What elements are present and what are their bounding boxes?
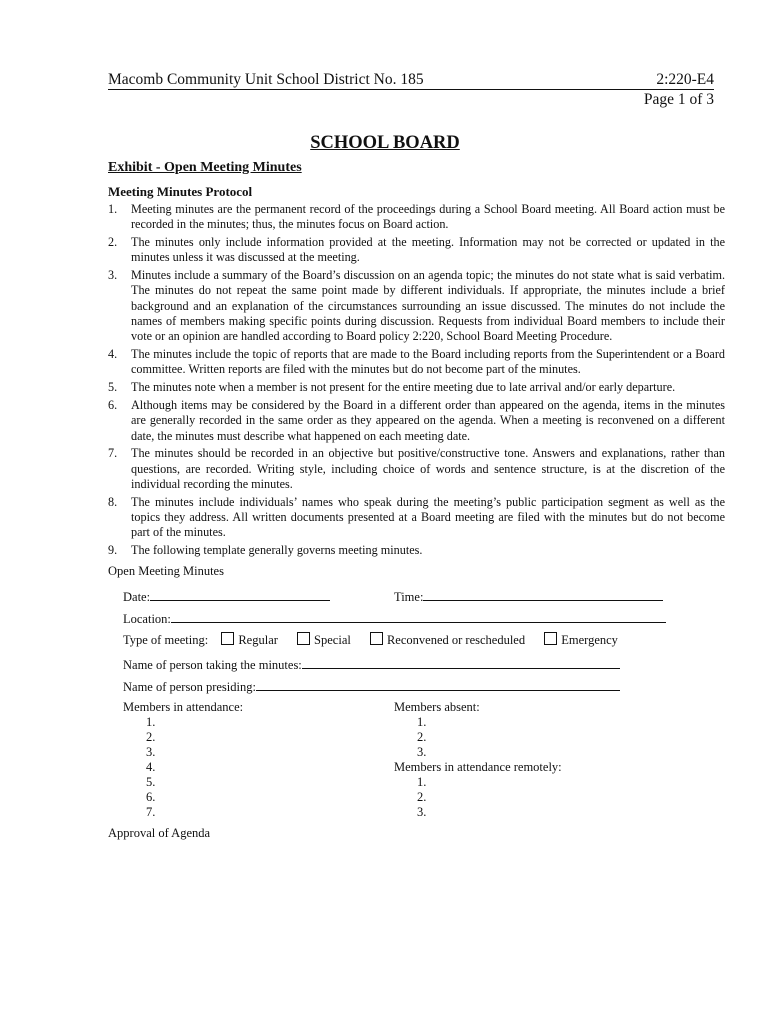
item-text: The following template generally governs meeting minutes.: [131, 543, 423, 558]
special-checkbox[interactable]: [297, 632, 310, 645]
item-text: Meeting minutes are the permanent record of the proceedings during a School Board meeting. All Board action must be recorded in the minutes; thus, the minutes focus on Board action.: [131, 202, 725, 232]
location-field[interactable]: [171, 610, 666, 623]
minutes-taker-row: [123, 656, 620, 673]
item-text: The minutes only include information provided at the meeting. Information may not be corrected or updated in the minutes unless it was discussed at the meeting.: [131, 235, 725, 265]
special-option[interactable]: [297, 632, 351, 648]
meeting-type-row: [123, 632, 634, 648]
list-item: [108, 235, 725, 266]
presiding-row: [123, 678, 620, 695]
regular-option[interactable]: [221, 632, 278, 648]
attendance-label: Members in attendance:: [123, 700, 244, 714]
time-row: [394, 588, 663, 605]
emergency-option[interactable]: [544, 632, 618, 648]
attendance-number: 1.: [146, 715, 156, 729]
reconvened-checkbox[interactable]: [370, 632, 383, 645]
protocol-heading: Meeting Minutes Protocol: [108, 184, 253, 199]
remote-number: 2.: [417, 790, 427, 804]
date-row: [123, 588, 330, 605]
list-item: [108, 543, 725, 558]
item-number: 2.: [108, 235, 118, 250]
exhibit-title: Exhibit - Open Meeting Minutes: [108, 160, 302, 175]
page-number: Page 1 of 3: [643, 91, 714, 108]
item-number: 6.: [108, 398, 118, 413]
regular-label: Regular: [238, 633, 278, 647]
item-number: 4.: [108, 347, 118, 362]
list-item: [108, 202, 725, 233]
item-number: 1.: [108, 202, 118, 216]
protocol-list: [108, 202, 725, 561]
attendance-number: 3.: [146, 745, 156, 759]
item-text: The minutes should be recorded in an objective but positive/constructive tone. Answers and explanations, rather than questions, are recorded. Writing style, including choice of words and sentence structure, is at the discretion of the individual recording the minutes.: [131, 446, 725, 492]
minutes-taker-label: Name of person taking the minutes:: [123, 658, 302, 672]
meeting-type-label: Type of meeting:: [123, 633, 209, 647]
attendance-column: [123, 700, 243, 820]
list-item: [108, 495, 725, 541]
item-text: Minutes include a summary of the Board’s discussion on an agenda topic; the minutes do not state what is said verbatim. The minutes do not repeat the same point made by different individuals. If appropriate, the minutes include a brief background and an explanation of the circumstances surrounding an issue discussed. The minutes do not include the names of members making specific points during discussion. Requests from individual Board members to include their vote or an opinion are handled according to Board policy 2:220, School Board Meeting Procedure.: [131, 268, 725, 344]
remote-number: 3.: [417, 805, 427, 819]
list-item: [108, 268, 725, 344]
regular-checkbox[interactable]: [221, 632, 234, 645]
remote-number: 1.: [417, 775, 427, 789]
absent-column: [394, 700, 562, 820]
presiding-label: Name of person presiding:: [123, 680, 256, 694]
item-number: 5.: [108, 380, 118, 395]
form-title: Open Meeting Minutes: [108, 564, 224, 578]
reconvened-option[interactable]: [370, 632, 525, 648]
absent-label: Members absent:: [394, 700, 480, 714]
absent-number: 3.: [417, 745, 427, 759]
absent-number: 2.: [417, 730, 427, 744]
list-item: [108, 380, 725, 395]
special-label: Special: [314, 633, 351, 647]
remote-label: Members in attendance remotely:: [394, 760, 562, 774]
item-number: 3.: [108, 268, 118, 283]
date-label: Date:: [123, 590, 151, 604]
time-field[interactable]: [423, 588, 663, 601]
list-item: [108, 446, 725, 492]
location-label: Location:: [123, 612, 171, 626]
absent-number: 1.: [417, 715, 427, 729]
attendance-number: 6.: [146, 790, 156, 804]
document-header: [108, 71, 714, 109]
list-item: [108, 347, 725, 378]
attendance-number: 7.: [146, 805, 156, 819]
item-text: Although items may be considered by the Board in a different order than appeared on the agenda, items in the minutes are generally recorded in the same order as they appeared on the agenda. When a meeting is reconvened on a different date, the minutes must describe what happened on each meeting date.: [131, 398, 725, 443]
reconvened-label: Reconvened or rescheduled: [386, 633, 526, 647]
emergency-label: Emergency: [561, 633, 618, 647]
item-number: 7.: [108, 446, 118, 461]
presiding-field[interactable]: [256, 678, 620, 691]
emergency-checkbox[interactable]: [544, 632, 557, 645]
item-number: 8.: [108, 494, 118, 509]
approval-of-agenda: Approval of Agenda: [108, 826, 211, 840]
page-title: SCHOOL BOARD: [310, 133, 460, 153]
item-text: The minutes include individuals’ names who speak during the meeting’s public participation segment as well as the topics they address. All written documents presented at a Board meeting are filed with the minutes but do not become part of the minutes.: [131, 494, 725, 540]
attendance-number: 5.: [146, 775, 156, 789]
date-field[interactable]: [150, 588, 330, 601]
minutes-taker-field[interactable]: [302, 656, 620, 669]
district-name: Macomb Community Unit School District No. 185: [108, 71, 424, 88]
list-item: [108, 398, 725, 444]
item-text: The minutes include the topic of reports that are made to the Board including reports from the Superintendent or a Board committee. Written reports are filed with the minutes but do not become part of the minutes.: [131, 347, 725, 377]
header-line: [108, 71, 714, 90]
item-number: 9.: [108, 543, 118, 558]
attendance-number: 2.: [146, 730, 156, 744]
location-row: [123, 610, 666, 627]
item-text: The minutes note when a member is not present for the entire meeting due to late arrival and/or early departure.: [131, 380, 676, 395]
time-label: Time:: [394, 590, 424, 604]
attendance-number: 4.: [146, 760, 156, 774]
policy-code: 2:220-E4: [656, 71, 714, 88]
